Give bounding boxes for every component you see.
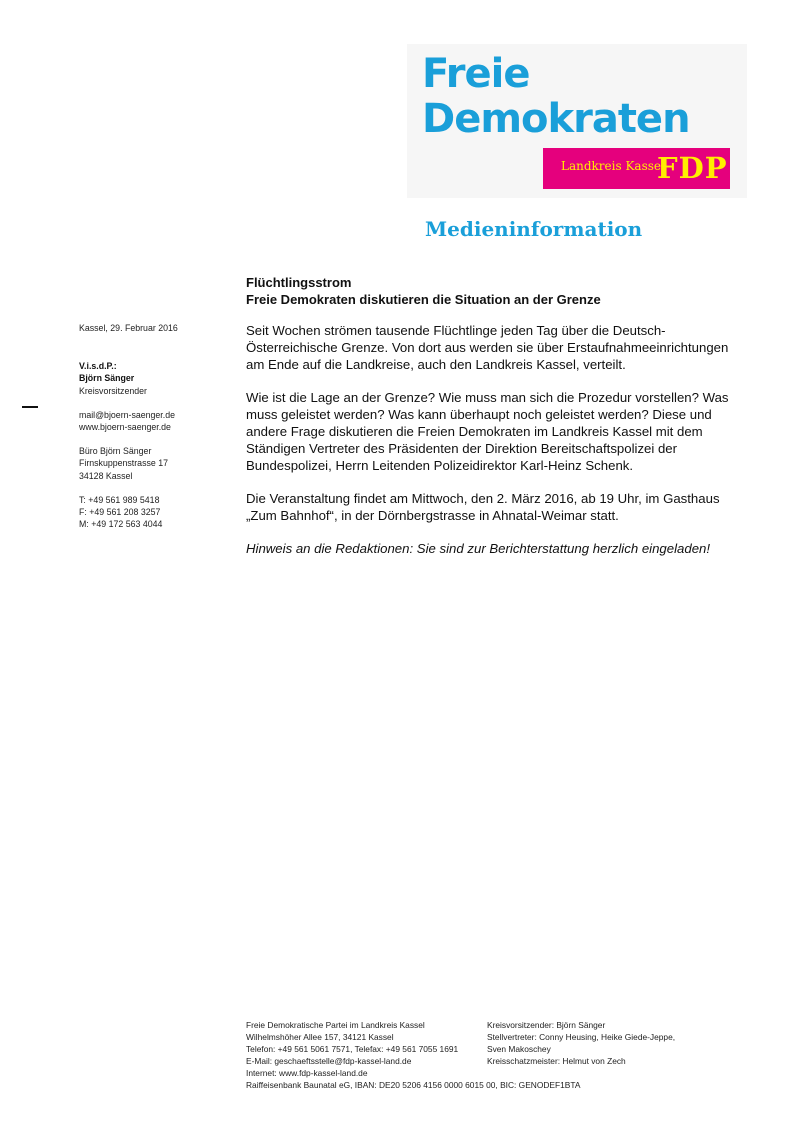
office-name: Büro Björn Sänger: [79, 446, 152, 457]
footer-line: E-Mail: geschaeftsstelle@fdp-kassel-land.de: [246, 1056, 412, 1066]
responsible-role: Kreisvorsitzender: [79, 385, 147, 396]
footer-line: Kreisvorsitzender: Björn Sänger: [487, 1020, 606, 1030]
contact-website-link[interactable]: www.bjoern-saenger.de: [79, 422, 171, 433]
body-paragraph: Wie ist die Lage an der Grenze? Wie muss man sich die Prozedur vorstellen? Was muss geleistet werden? Was kann überhaupt noch geleistet werden? Diese und andere Frage diskutieren die Freien Demokraten im Landkreis Kassel mit dem Ständigen Vertreter des Präsidenten der Direktion Bereitschaftspolizei der Bundespolizei, Herrn Leitenden Polizeidirektor Karl-Heinz Schenk.: [246, 390, 729, 473]
office-city: 34128 Kassel: [79, 470, 133, 481]
logo-subtitle: Landkreis Kassel: [561, 159, 665, 173]
visdp-label: V.i.s.d.P.:: [79, 361, 117, 372]
footer-left-column: [246, 1019, 458, 1079]
contact-phone: T: +49 561 989 5418: [79, 494, 160, 505]
footer-line: Internet: www.fdp-kassel-land.de: [246, 1068, 368, 1078]
document-type-heading: Medieninformation: [425, 217, 643, 241]
footer-bank-details: Raiffeisenbank Baunatal eG, IBAN: DE20 5206 4156 0000 6015 00, BIC: GENODEF1BTA: [246, 1080, 581, 1090]
footer-right-column: [487, 1019, 675, 1067]
responsible-person: Björn Sänger: [79, 373, 135, 384]
headline-kicker: Flüchtlingsstrom: [246, 275, 352, 290]
body-paragraph: Seit Wochen strömen tausende Flüchtlinge jeden Tag über die Deutsch-Österreichische Grenze. Von dort aus werden sie über Erstaufnahmeeinrichtungen am Ende auf die Landkreise, auch den Landkreis Kassel, verteilt.: [246, 323, 729, 372]
office-street: Firnskuppenstrasse 17: [79, 458, 168, 469]
sender-sidebar: [79, 322, 239, 542]
body-paragraph: Die Veranstaltung findet am Mittwoch, den 2. März 2016, ab 19 Uhr, im Gasthaus „Zum Bahnhof“, in der Dörnbergstrasse in Ahnatal-Weimar statt.: [246, 491, 720, 523]
headline: [246, 274, 601, 308]
contact-fax: F: +49 561 208 3257: [79, 507, 161, 518]
release-date: Kassel, 29. Februar 2016: [79, 323, 178, 333]
headline-title: Freie Demokraten diskutieren die Situation an der Grenze: [246, 292, 601, 307]
footer-line: Telefon: +49 561 5061 7571, Telefax: +49 561 7055 1691: [246, 1044, 459, 1054]
editorial-note: Hinweis an die Redaktionen: Sie sind zur Berichterstattung herzlich eingeladen!: [246, 541, 711, 556]
logo-wordmark-demokraten: Demokraten: [422, 96, 690, 142]
logo-wordmark-freie: Freie: [422, 51, 530, 97]
logo-fdp-wordmark: FDP: [657, 151, 728, 185]
footer-line: Kreisschatzmeister: Helmut von Zech: [487, 1056, 626, 1066]
footer-line: Wilhelmshöher Allee 157, 34121 Kassel: [246, 1032, 394, 1042]
footer-line: Freie Demokratische Partei im Landkreis Kassel: [246, 1020, 425, 1030]
contact-mobile: M: +49 172 563 4044: [79, 519, 163, 530]
press-release-body: [246, 322, 746, 573]
contact-email-link[interactable]: mail@bjoern-saenger.de: [79, 409, 175, 420]
footer-line: Stellvertreter: Conny Heusing, Heike Giede-Jeppe,: [487, 1032, 676, 1042]
footer-line: Sven Makoschey: [487, 1044, 551, 1054]
fold-mark: [22, 406, 38, 408]
